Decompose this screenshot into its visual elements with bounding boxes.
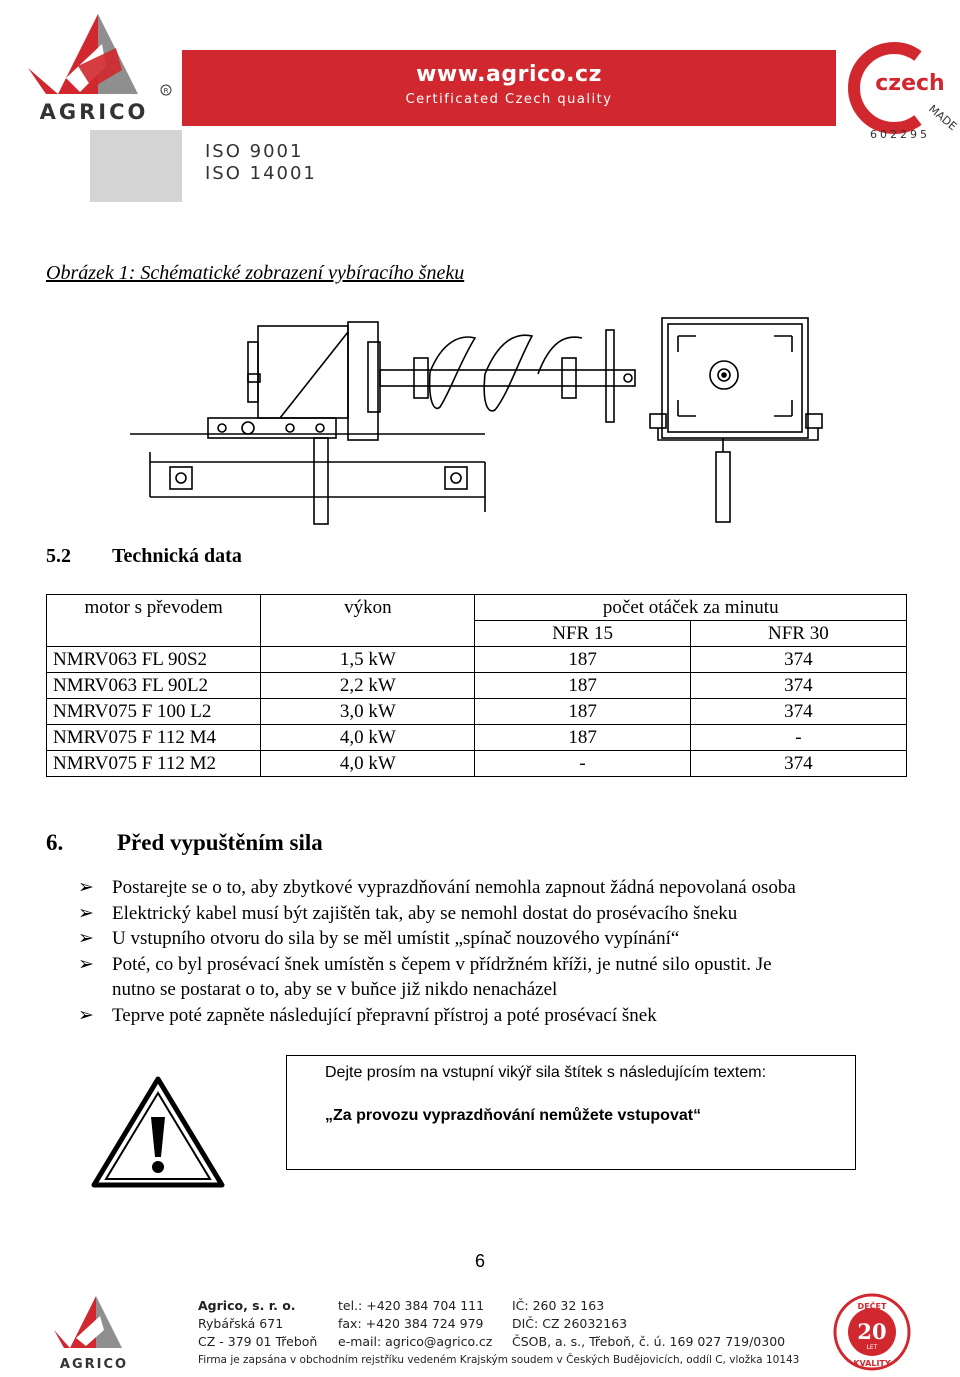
- cell-nfr30: 374: [690, 673, 906, 699]
- cell-motor: NMRV063 FL 90L2: [47, 673, 261, 699]
- footer-contact: tel.: +420 384 704 111 fax: +420 384 724 979 e-mail: agrico@agrico.cz: [338, 1298, 493, 1349]
- svg-text:czech: czech: [875, 71, 945, 96]
- notice-box: [286, 1055, 856, 1170]
- arrow-bullet-icon: ➢: [78, 928, 94, 949]
- col-header-motor: motor s převodem: [47, 595, 261, 647]
- banner-url: www.agrico.cz: [416, 62, 602, 87]
- col-subheader-nfr30: NFR 30: [690, 621, 906, 647]
- footer-register-note: Firma je zapsána v obchodním rejstříku vedeném Krajským soudem v Českých Budějovicích, oddíl C, vložka 10143: [198, 1354, 800, 1366]
- svg-text:20: 20: [857, 1319, 887, 1344]
- arrow-bullet-icon: ➢: [78, 902, 94, 924]
- list-item: ➢ U vstupního otvoru do sila by se měl umístit „spínač nouzového vypínání“: [78, 926, 918, 952]
- svg-text:602295: 602295: [870, 128, 930, 141]
- quality-seal-icon: [832, 1292, 912, 1372]
- svg-text:LET: LET: [866, 1344, 878, 1351]
- cell-motor: NMRV075 F 100 L2: [47, 699, 261, 725]
- section-5-2-number: 5.2: [46, 545, 71, 567]
- header-red-banner: [182, 50, 836, 126]
- svg-text:R: R: [163, 87, 169, 95]
- cell-motor: NMRV063 FL 90S2: [47, 647, 261, 673]
- section-6-number: 6.: [46, 830, 64, 855]
- section-6-title: Před vypuštěním sila: [117, 830, 323, 855]
- technical-data-table: [46, 594, 907, 777]
- precaution-list: [78, 875, 918, 1028]
- list-item: ➢ Poté, co byl prosévací šnek umístěn s čepem v přídržném kříži, je nutné silo opustit. Je nutno se postarat o to, aby se v buňce již nikdo nenacházel: [78, 953, 772, 1000]
- cell-power: 1,5 kW: [261, 647, 475, 673]
- iso-14001: ISO 14001: [205, 163, 317, 184]
- banner-tagline: Certificated Czech quality: [405, 92, 613, 107]
- table-header-row: [47, 595, 907, 621]
- cell-nfr15: 187: [475, 673, 690, 699]
- agrico-logo: [6, 8, 182, 128]
- table-row: [47, 751, 907, 777]
- page-number: 6: [474, 1251, 485, 1271]
- footer-company-ids: IČ: 260 32 163 DIČ: CZ 26032163 ČSOB, a. s., Třeboň, č. ú. 169 027 719/0300: [512, 1298, 786, 1349]
- col-header-power: výkon: [261, 595, 475, 647]
- list-item: ➢ Elektrický kabel musí být zajištěn tak, aby se nemohl dostat do prosévacího šneku: [78, 901, 918, 927]
- figure-caption: Obrázek 1: Schématické zobrazení vybíracího šneku: [46, 262, 465, 284]
- cell-nfr30: 374: [690, 647, 906, 673]
- footer-address: Agrico, s. r. o. Rybářská 671 CZ - 379 01 Třeboň: [198, 1298, 318, 1349]
- svg-text:AGRICO: AGRICO: [59, 1357, 129, 1372]
- iso-9001: ISO 9001: [205, 141, 304, 162]
- cell-power: 2,2 kW: [261, 673, 475, 699]
- svg-text:MADE: MADE: [926, 102, 960, 134]
- cell-nfr15: 187: [475, 699, 690, 725]
- cell-power: 4,0 kW: [261, 725, 475, 751]
- arrow-bullet-icon: ➢: [78, 953, 94, 975]
- table-row: [47, 647, 907, 673]
- czech-made-logo: [846, 38, 960, 146]
- cell-nfr15: 187: [475, 725, 690, 751]
- table-row: [47, 699, 907, 725]
- cell-power: 4,0 kW: [261, 751, 475, 777]
- auger-schematic-drawing: [130, 312, 840, 532]
- table-row: [47, 673, 907, 699]
- cell-power: 3,0 kW: [261, 699, 475, 725]
- notice-sign-text: „Za provozu vyprazdňování nemůžete vstupovat“: [325, 1107, 702, 1124]
- svg-text:AGRICO: AGRICO: [39, 100, 149, 124]
- cell-motor: NMRV075 F 112 M2: [47, 751, 261, 777]
- col-header-rpm: počet otáček za minutu: [475, 595, 907, 621]
- warning-triangle-icon: [90, 1075, 226, 1189]
- list-item: ➢ Postarejte se o to, aby zbytkové vyprazdňování nemohla zapnout žádná nepovolaná osoba: [78, 875, 918, 901]
- section-5-2-title: Technická data: [112, 545, 242, 567]
- col-subheader-nfr15: NFR 15: [475, 621, 690, 647]
- cell-nfr15: -: [475, 751, 690, 777]
- svg-text:DEČET: DEČET: [857, 1302, 887, 1311]
- cell-nfr30: 374: [690, 751, 906, 777]
- arrow-bullet-icon: ➢: [78, 877, 94, 898]
- footer-agrico-logo: [44, 1292, 144, 1374]
- cell-motor: NMRV075 F 112 M4: [47, 725, 261, 751]
- list-item: ➢ Teprve poté zapněte následující přepravní přístroj a poté prosévací šnek: [78, 1003, 918, 1029]
- cell-nfr15: 187: [475, 647, 690, 673]
- cell-nfr30: -: [690, 725, 906, 751]
- header-gray-block: [90, 130, 182, 202]
- svg-text:KVALITY: KVALITY: [853, 1359, 891, 1368]
- arrow-bullet-icon: ➢: [78, 1004, 94, 1026]
- notice-instruction: Dejte prosím na vstupní vikýř sila štítek s následujícím textem:: [325, 1064, 767, 1081]
- table-row: [47, 725, 907, 751]
- cell-nfr30: 374: [690, 699, 906, 725]
